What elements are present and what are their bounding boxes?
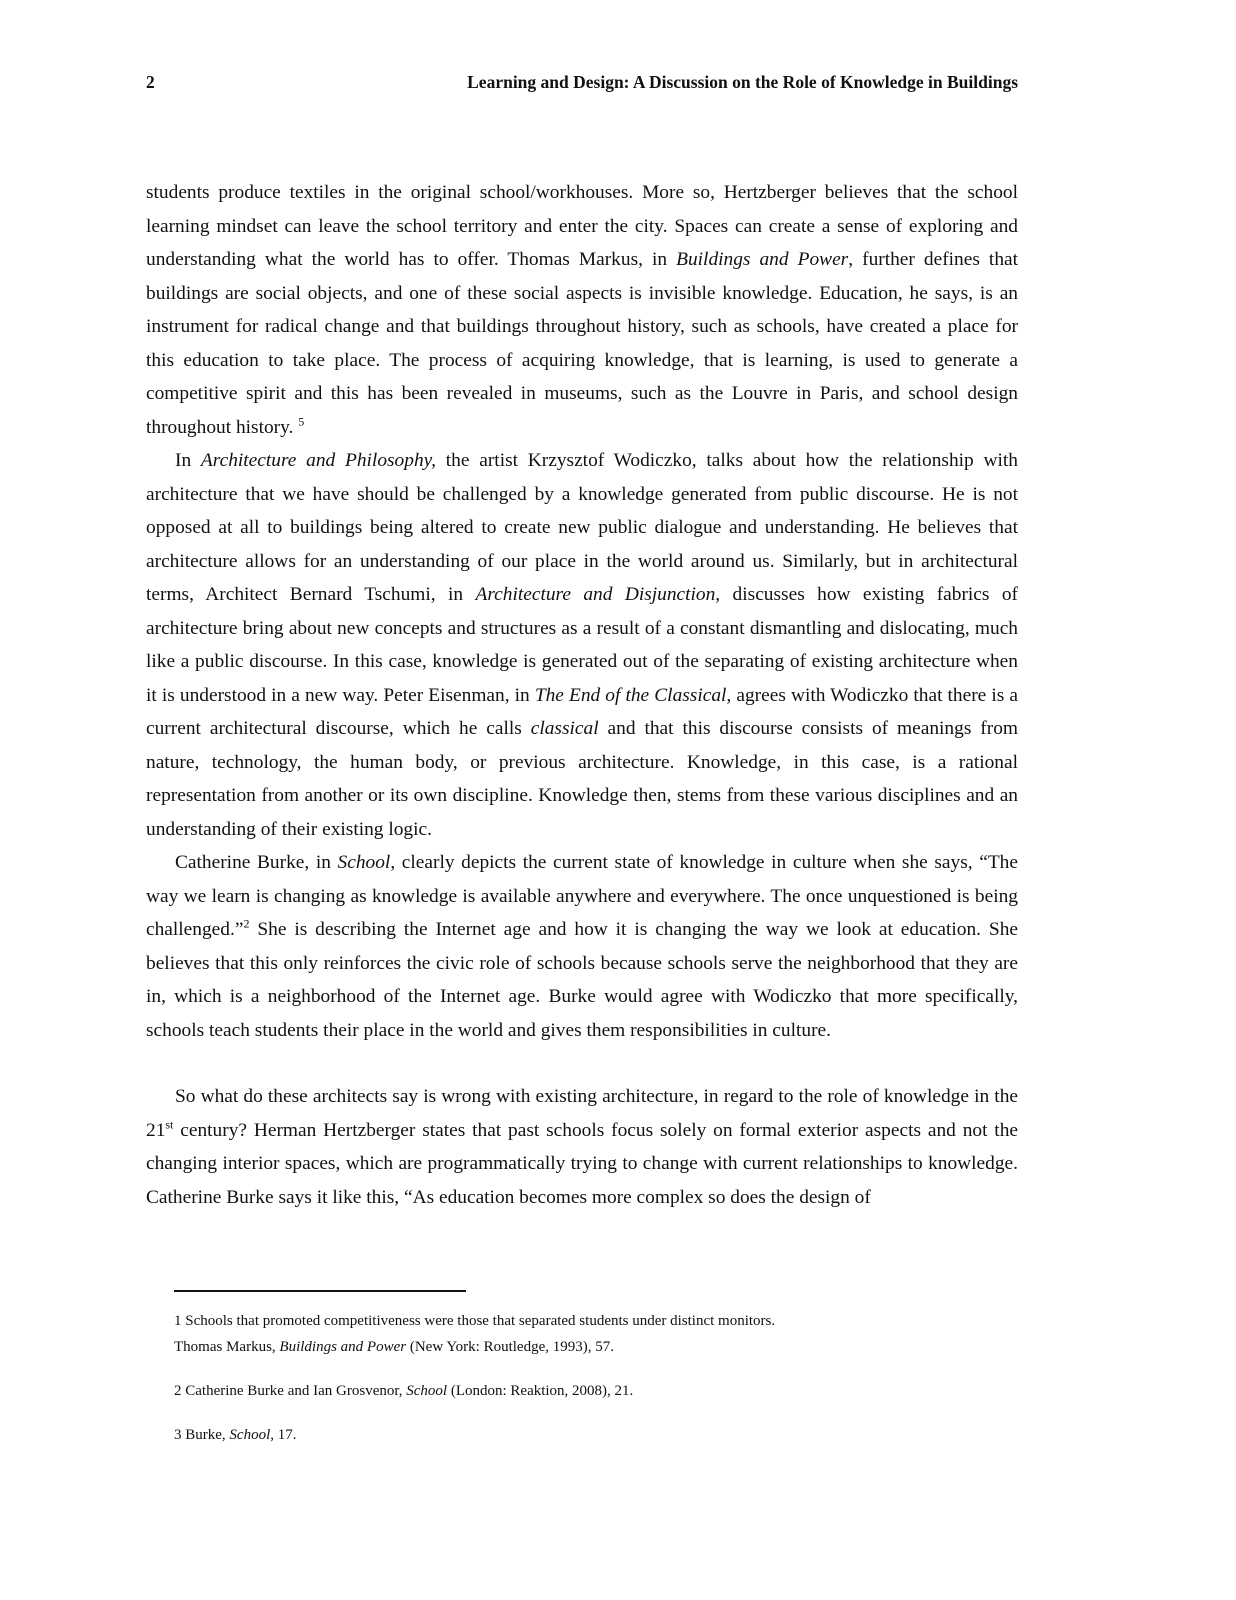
text-run: In: [175, 450, 201, 471]
ordinal-suffix: st: [165, 1117, 174, 1132]
text-run: students produce textiles in the original school/workhouses. More so, Hertzberger believes that the school learning mindset can leave the school territory and enter the city. Spaces can create a sense of exploring and understanding what the world has to offer. Thomas Markus, in: [146, 182, 1018, 270]
footnote-text: 3 Burke,: [174, 1427, 230, 1443]
footnote-text: 2 Catherine Burke and Ian Grosvenor,: [174, 1383, 407, 1399]
footnote-text: 1 Schools that promoted competitiveness were those that separated students under distinct monitors.: [174, 1313, 776, 1329]
footnote-text: Thomas Markus,: [174, 1339, 280, 1355]
emphasis: classical: [530, 718, 599, 739]
footnote-1-citation: [174, 1334, 1018, 1360]
text-run: and that this discourse consists of meanings from nature, technology, the human body, or previous architecture. Knowledge, in this case, is a rational representation from another or its own discipline. Knowledge then, stems from these various disciplines and an understanding of their existing logic.: [146, 718, 1018, 840]
paragraph-4: [146, 1080, 1018, 1214]
footnote-text: (New York: Routledge, 1993), 57.: [406, 1339, 614, 1355]
footnote-2: [174, 1378, 1018, 1404]
footnote-3: [174, 1422, 1018, 1448]
text-run: the artist Krzysztof Wodiczko, talks about how the relationship with architecture that we have should be challenged by a knowledge generated from public discourse. He is not opposed at all to buildings being altered to create new public dialogue and understanding. He believes that architecture allows for an understanding of our place in the world around us. Similarly, but in architectural terms, Architect Bernard Tschumi, in: [146, 450, 1018, 605]
page-header: [146, 72, 1018, 96]
body-text: [146, 176, 1018, 1214]
text-run: discusses how existing fabrics of architecture bring about new concepts and structures as a result of a constant dismantling and dislocating, much like a public discourse. In this case, knowledge is generated out of the separating of existing architecture when it is understood in a new way. Peter Eisenman, in: [146, 584, 1018, 706]
book-title: School: [406, 1383, 448, 1399]
footnote-ref: 2: [243, 916, 250, 931]
text-run: agrees with Wodiczko that there is a current architectural discourse, which he calls: [146, 684, 1018, 739]
text-run: So what do these architects say is wrong with existing architecture, in regard to the role of knowledge in the 21: [146, 1086, 1018, 1141]
page-number: 2: [146, 72, 155, 92]
text-run: , further defines that buildings are social objects, and one of these social aspects is invisible knowledge. Education, he says, is an instrument for radical change and that buildings throughout history, such as schools, have created a place for this education to take place. The process of acquiring knowledge, that is learning, is used to generate a competitive spirit and this has been revealed in museums, such as the Louvre in Paris, and school design throughout history.: [146, 249, 1019, 438]
book-title: Buildings and Power: [676, 249, 849, 270]
footnote-ref: 5: [298, 414, 305, 429]
footnote-text: , 17.: [270, 1427, 297, 1443]
running-title: Learning and Design: A Discussion on the Role of Knowledge in Buildings: [467, 72, 1018, 92]
footnotes: [174, 1308, 1018, 1448]
footnote-text: (London: Reaktion, 2008), 21.: [447, 1383, 634, 1399]
text-run: Catherine Burke, in: [175, 852, 338, 873]
text-run: , clearly depicts the current state of knowledge in culture when she says, “The way we learn is changing as knowledge is available anywhere and everywhere. The once unquestioned is being challenged.”: [146, 852, 1018, 940]
text-run: century? Herman Hertzberger states that past schools focus solely on formal exterior aspects and not the changing interior spaces, which are programmatically trying to change with current relationships to knowledge. Catherine Burke says it like this, “As education becomes more complex so does the design of: [146, 1119, 1018, 1208]
book-title: School: [229, 1427, 271, 1443]
paragraph-2: [146, 444, 1018, 846]
footnote-divider: [174, 1290, 466, 1292]
paragraph-1: [146, 176, 1018, 444]
paragraph-3: [146, 846, 1018, 1047]
book-title: Buildings and Power: [279, 1339, 407, 1355]
book-title: The End of the Classical,: [534, 684, 732, 706]
text-run: She is describing the Internet age and how it is changing the way we look at education. She believes that this only reinforces the civic role of schools because schools serve the neighborhood that they are in, which is a neighborhood of the Internet age. Burke would agree with Wodiczko that more specifically, schools teach students their place in the world and gives them responsibilities in culture.: [146, 919, 1018, 1041]
book-title: Architecture and Philosophy,: [200, 450, 437, 471]
footnote-1: [174, 1308, 1018, 1334]
book-title: Architecture and Disjunction,: [475, 584, 721, 605]
book-title: School: [337, 852, 391, 873]
